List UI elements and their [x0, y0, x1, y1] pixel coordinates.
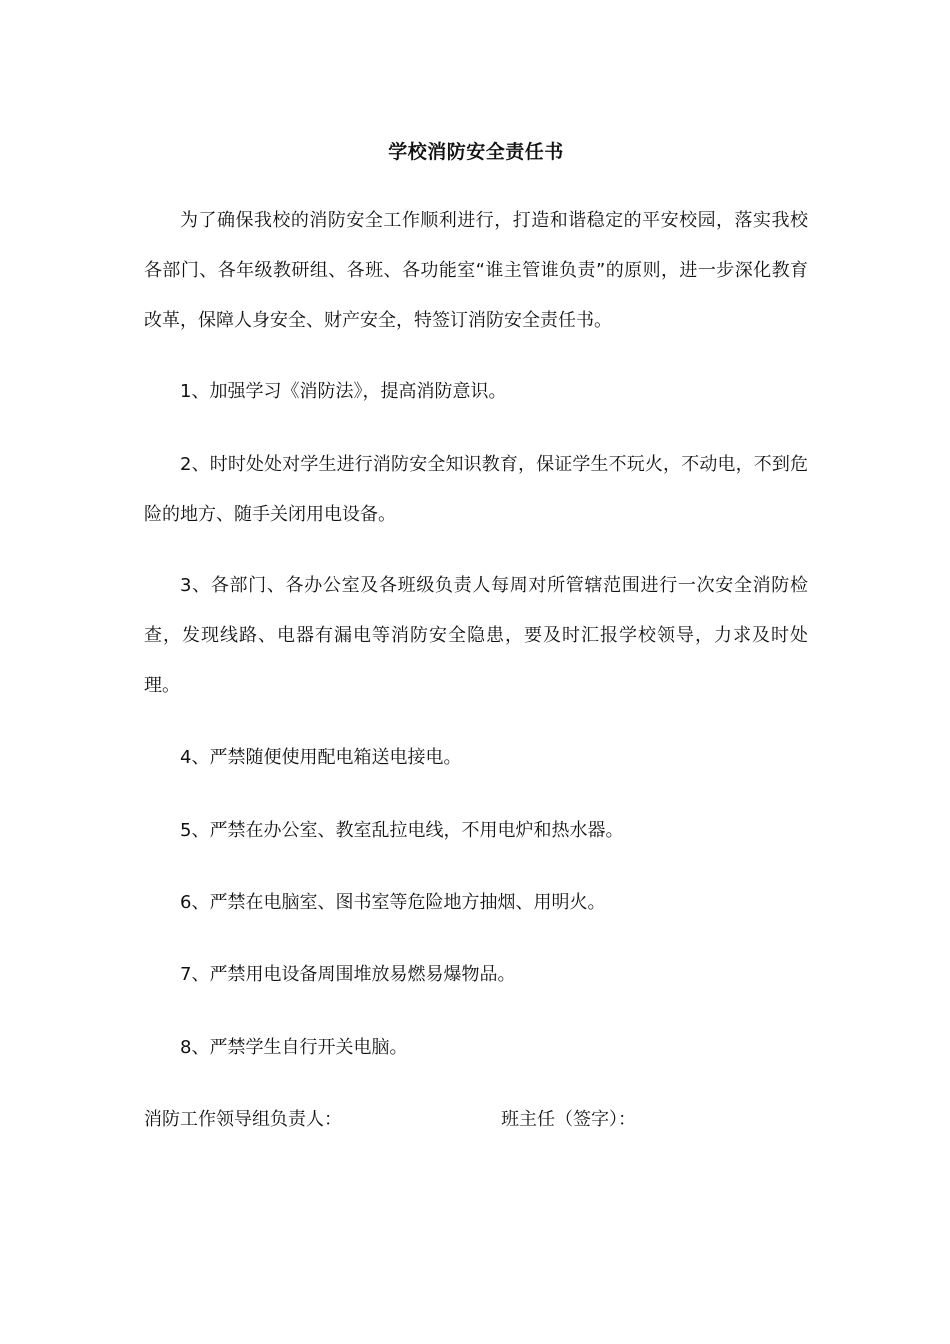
clause-7: 7、严禁用电设备周围堆放易燃易爆物品。 [180, 964, 516, 985]
clause-2: 2、时时处处对学生进行消防安全知识教育，保证学生不玩火，不动电，不到危险的地方、随手关闭用电设备。 [144, 454, 808, 525]
clause-5: 5、严禁在办公室、教室乱拉电线，不用电炉和热水器。 [180, 820, 624, 841]
intro-paragraph: 为了确保我校的消防安全工作顺利进行，打造和谐稳定的平安校园，落实我校各部门、各年级教研组、各班、各功能室“谁主管谁负责”的原则，进一步深化教育改革，保障人身安全、财产安全，特签订消防安全责任书。 [144, 210, 808, 331]
clause-1: 1、加强学习《消防法》，提高消防意识。 [180, 381, 507, 402]
clause-8: 8、严禁学生自行开关电脑。 [180, 1037, 408, 1058]
clause-4: 4、严禁随便使用配电箱送电接电。 [180, 747, 462, 768]
document-page [144, 0, 808, 1344]
signature-section [144, 1095, 808, 1145]
clause-6: 6、严禁在电脑室、图书室等危险地方抽烟、用明火。 [180, 892, 606, 913]
document-title: 学校消防安全责任书 [388, 141, 564, 163]
leader-signature-label: 消防工作领导组负责人： [144, 1109, 342, 1130]
clause-3: 3、各部门、各办公室及各班级负责人每周对所管辖范围进行一次安全消防检查，发现线路、电器有漏电等消防安全隐患，要及时汇报学校领导，力求及时处理。 [144, 575, 808, 696]
teacher-signature-label: 班主任（签字）： [501, 1109, 636, 1130]
